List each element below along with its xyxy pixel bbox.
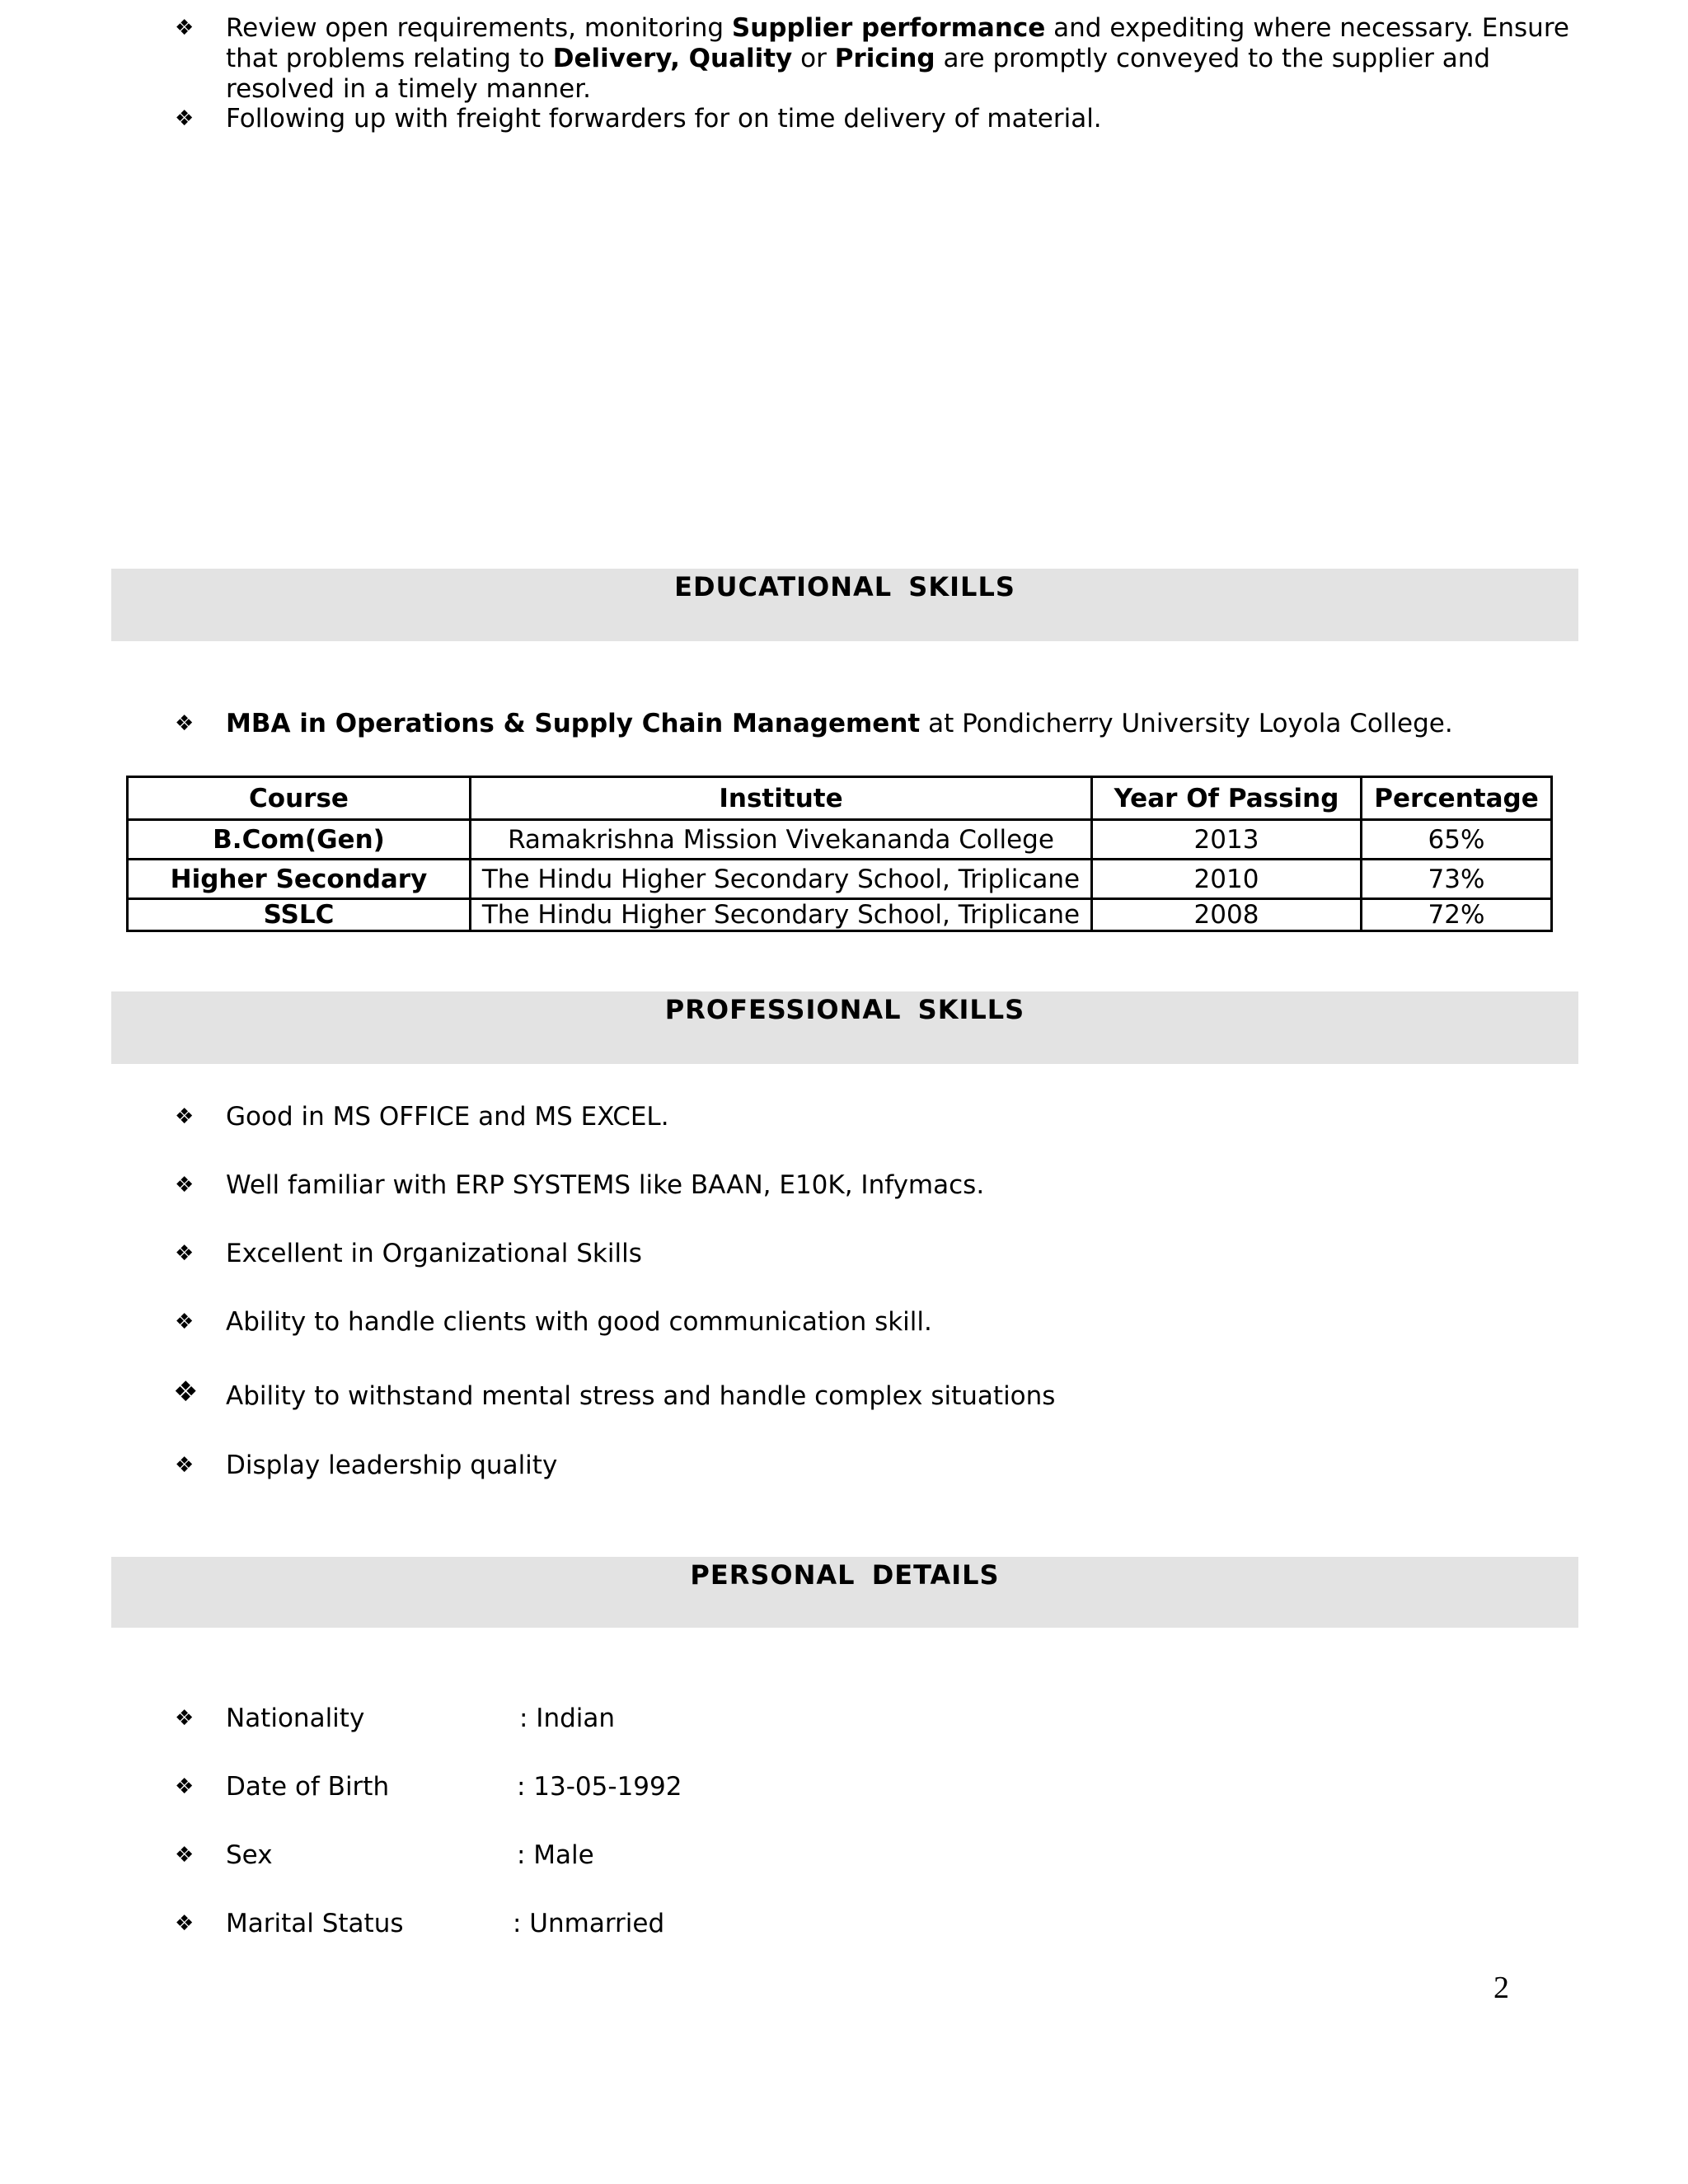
bullet-icon: ❖ xyxy=(175,106,195,131)
bullet-icon: ❖ xyxy=(175,1241,195,1266)
bullet-icon: ❖ xyxy=(175,1706,195,1731)
bullet-icon: ❖ xyxy=(175,16,195,40)
bullet-icon: ❖ xyxy=(175,1310,195,1334)
year-cell: 2013 xyxy=(1092,820,1362,860)
bullet-icon: ❖ xyxy=(175,1453,195,1478)
nationality-label: Nationality xyxy=(226,1704,365,1733)
mba-line xyxy=(226,709,1453,739)
column-header: Percentage xyxy=(1362,777,1552,820)
text-run: or xyxy=(792,44,835,73)
percentage-cell: 65% xyxy=(1362,820,1552,860)
experience-bullet-1 xyxy=(226,13,1569,105)
personal-heading-band xyxy=(111,1557,1578,1628)
page-number: 2 xyxy=(1493,1971,1509,2005)
mba-institution: at Pondicherry University Loyola College. xyxy=(920,709,1453,738)
table-row xyxy=(128,899,1552,931)
bullet-icon: ❖ xyxy=(175,1843,195,1868)
skill-item: Ability to withstand mental stress and handle complex situations xyxy=(226,1381,1056,1411)
institute-cell: The Hindu Higher Secondary School, Triplicane xyxy=(471,860,1092,899)
table-header-row xyxy=(128,777,1552,820)
skill-item: Ability to handle clients with good communication skill. xyxy=(226,1307,932,1337)
table-row xyxy=(128,820,1552,860)
skill-item: Excellent in Organizational Skills xyxy=(226,1239,642,1268)
bold-text: Delivery, Quality xyxy=(552,44,793,73)
course-cell: B.Com(Gen) xyxy=(128,820,471,860)
column-header: Course xyxy=(128,777,471,820)
bullet-icon: ❖ xyxy=(173,1376,199,1408)
bullet-icon: ❖ xyxy=(175,1104,195,1129)
institute-cell: The Hindu Higher Secondary School, Triplicane xyxy=(471,899,1092,931)
table-row xyxy=(128,860,1552,899)
text-run: and expediting where necessary. Ensure xyxy=(1045,13,1569,43)
column-header: Year Of Passing xyxy=(1092,777,1362,820)
year-cell: 2010 xyxy=(1092,860,1362,899)
bullet-icon: ❖ xyxy=(175,1911,195,1936)
education-heading-band xyxy=(111,569,1578,641)
personal-heading: PERSONAL DETAILS xyxy=(690,1559,1000,1591)
dob-label: Date of Birth xyxy=(226,1772,390,1802)
institute-cell: Ramakrishna Mission Vivekananda College xyxy=(471,820,1092,860)
dob-value: : 13-05-1992 xyxy=(517,1772,682,1802)
experience-bullet-2: Following up with freight forwarders for on time delivery of material. xyxy=(226,104,1102,134)
skill-item: Display leadership quality xyxy=(226,1451,558,1480)
text-run: that problems relating to xyxy=(226,44,553,73)
sex-label: Sex xyxy=(226,1840,273,1870)
bold-text: Supplier performance xyxy=(731,13,1046,43)
sex-value: : Male xyxy=(517,1840,594,1870)
text-run: Review open requirements, monitoring xyxy=(226,13,732,43)
marital-status-label: Marital Status xyxy=(226,1909,404,1938)
nationality-value: : Indian xyxy=(519,1704,616,1733)
mba-degree: MBA in Operations & Supply Chain Management xyxy=(226,709,921,738)
education-table xyxy=(126,776,1553,932)
bullet-icon: ❖ xyxy=(175,711,195,736)
text-run: resolved in a timely manner. xyxy=(226,74,591,104)
percentage-cell: 72% xyxy=(1362,899,1552,931)
professional-heading-band xyxy=(111,991,1578,1064)
percentage-cell: 73% xyxy=(1362,860,1552,899)
course-cell: SSLC xyxy=(128,899,471,931)
skill-item: Well familiar with ERP SYSTEMS like BAAN, E10K, Infymacs. xyxy=(226,1170,985,1200)
bold-text: Pricing xyxy=(834,44,935,73)
bullet-icon: ❖ xyxy=(175,1173,195,1197)
skill-item: Good in MS OFFICE and MS EXCEL. xyxy=(226,1102,669,1132)
education-heading: EDUCATIONAL SKILLS xyxy=(674,571,1015,602)
year-cell: 2008 xyxy=(1092,899,1362,931)
professional-heading: PROFESSIONAL SKILLS xyxy=(664,994,1025,1025)
text-run: are promptly conveyed to the supplier and xyxy=(935,44,1491,73)
course-cell: Higher Secondary xyxy=(128,860,471,899)
column-header: Institute xyxy=(471,777,1092,820)
bullet-icon: ❖ xyxy=(175,1774,195,1799)
marital-status-value: : Unmarried xyxy=(513,1909,665,1938)
